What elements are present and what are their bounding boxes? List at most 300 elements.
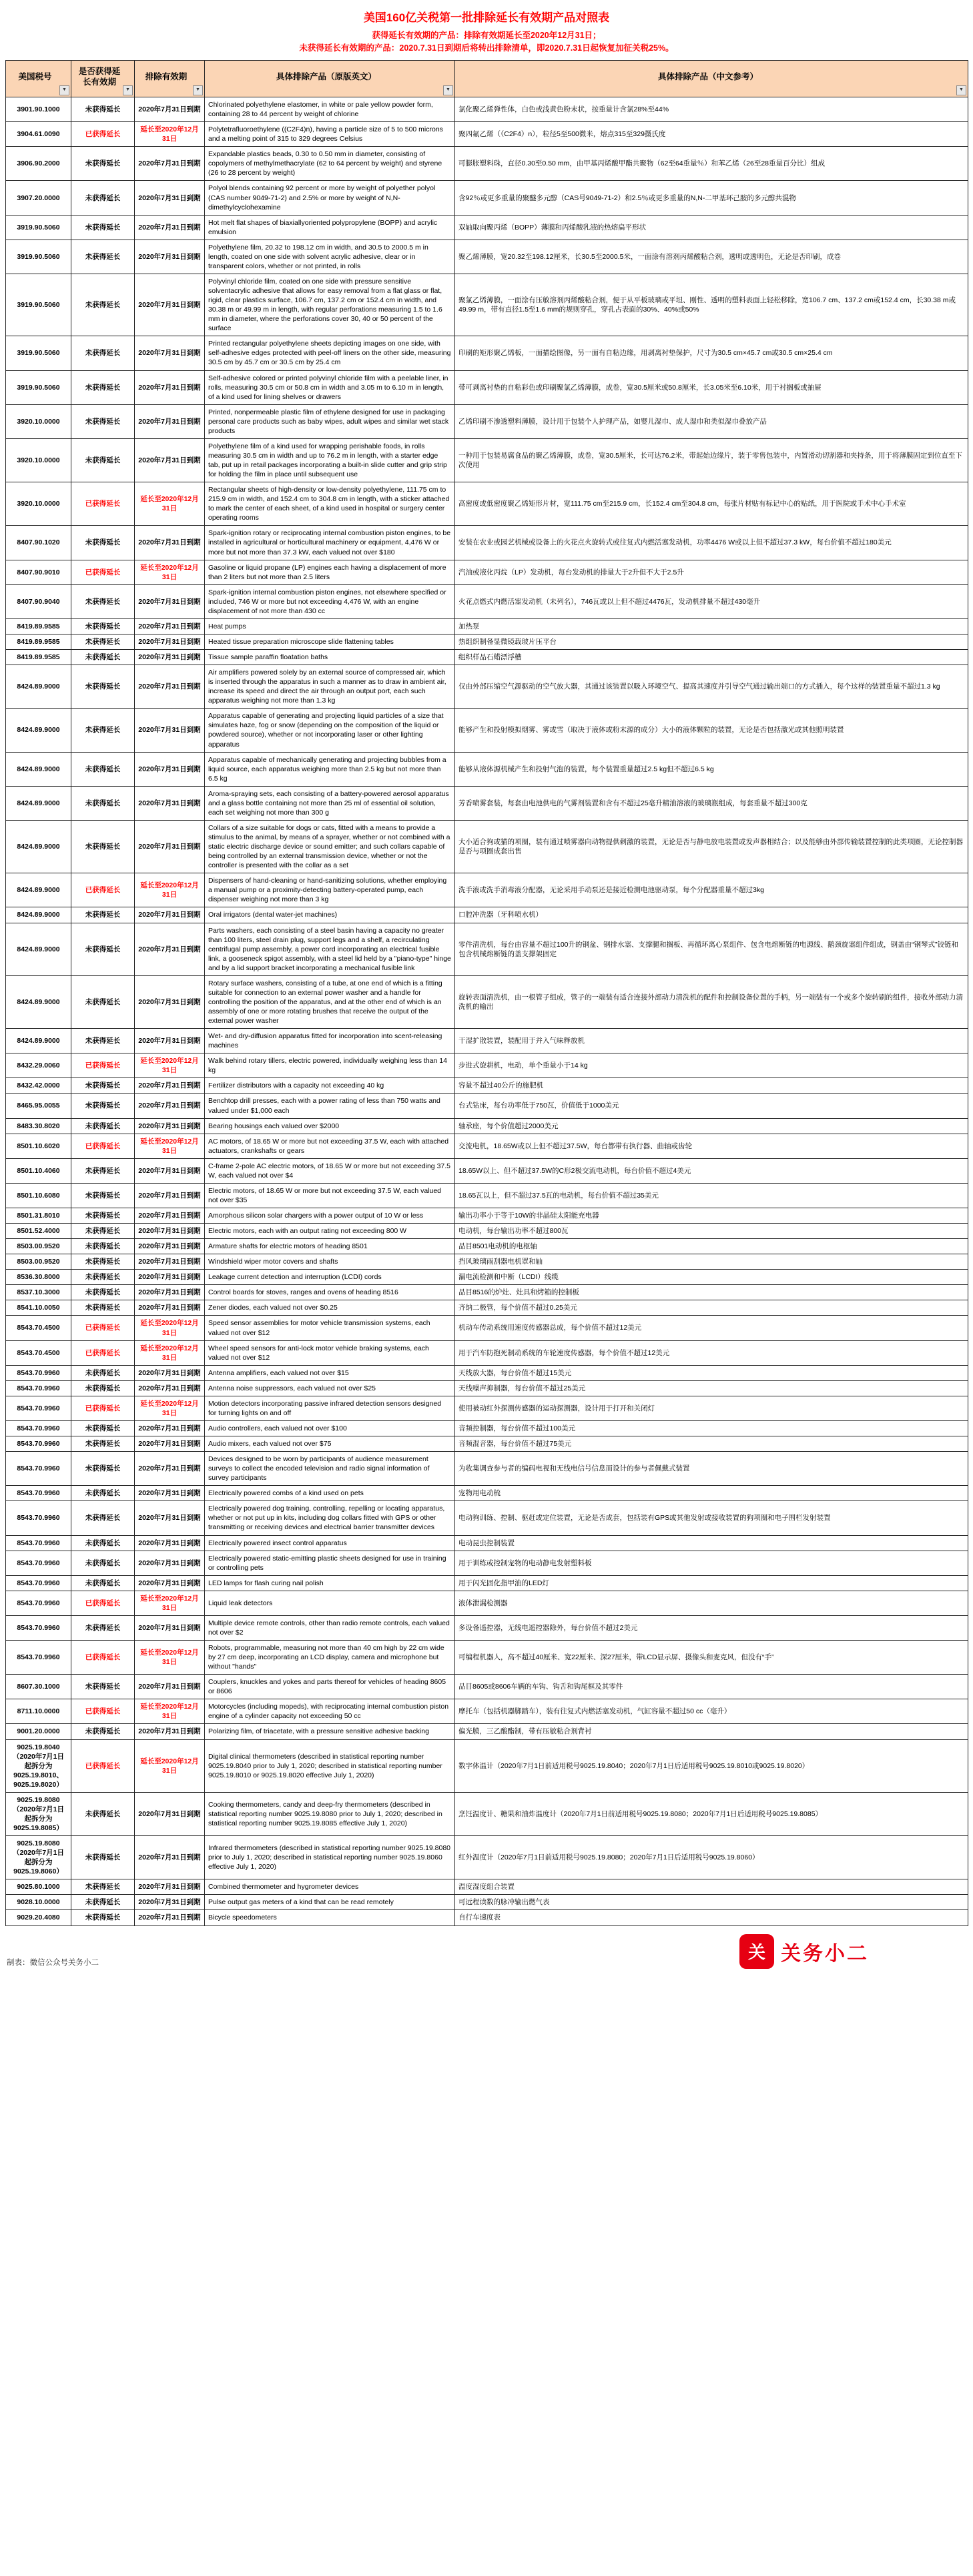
validity-cell: 2020年7月31日到期 [135, 1436, 205, 1452]
table-row [6, 1420, 968, 1436]
product-description-zh-cell: 聚氯乙烯薄膜，一面涂有压敏溶剂丙烯酸粘合剂，便于从平板玻璃或平坦、刚性、透明的塑料表面上轻松移除，宽106.7 cm、137.2 cm或152.4 cm，长30.38 m或49.99 m，带有直径1.5至1.6 mm的规则穿孔，穿孔占表面的30%、40%或50% [455, 274, 968, 336]
validity-cell: 2020年7月31日到期 [135, 618, 205, 634]
tariff-code-cell: 3920.10.0000 [6, 404, 71, 438]
tariff-code-cell: 3901.90.1000 [6, 97, 71, 122]
product-description-zh-cell: 火花点燃式内燃活塞发动机（未列名），746瓦或以上但不超过4476瓦，发动机排量不超过430毫升 [455, 584, 968, 618]
validity-cell: 2020年7月31日到期 [135, 1910, 205, 1925]
tariff-code-cell: 8543.70.9960 [6, 1396, 71, 1420]
extension-status-cell: 未获得延长 [71, 404, 135, 438]
product-description-zh-cell: 热组织制备显微镜载玻片压平台 [455, 634, 968, 649]
product-description-en-cell: Liquid leak detectors [205, 1591, 455, 1615]
product-description-en-cell: Motorcycles (including mopeds), with reciprocating internal combustion piston engine of a cylinder capacity not exceeding 50 cc [205, 1699, 455, 1724]
header-row [6, 60, 968, 97]
validity-cell: 2020年7月31日到期 [135, 274, 205, 336]
extension-status-cell: 已获得延长 [71, 1053, 135, 1078]
validity-cell: 2020年7月31日到期 [135, 665, 205, 709]
product-description-en-cell: Electric motors, of 18.65 W or more but not exceeding 37.5 W, each valued not over $35 [205, 1183, 455, 1208]
product-description-en-cell: Electrically powered combs of a kind used on pets [205, 1486, 455, 1501]
product-description-zh-cell: 双轴取向聚丙烯（BOPP）薄膜和丙烯酸乳液的热熔扁平形状 [455, 215, 968, 240]
extension-status-cell: 未获得延长 [71, 526, 135, 560]
validity-cell: 延长至2020年12月31日 [135, 873, 205, 907]
validity-cell: 2020年7月31日到期 [135, 1501, 205, 1535]
product-description-en-cell: Polyethylene film, 20.32 to 198.12 cm in width, and 30.5 to 2000.5 m in length, coated on one side with solvent acrylic adhesive, clear or in transparent colors, whether or not printed, in rolls [205, 240, 455, 274]
validity-cell: 延长至2020年12月31日 [135, 1396, 205, 1420]
product-description-en-cell: Heat pumps [205, 618, 455, 634]
tariff-code-cell: 8543.70.9960 [6, 1575, 71, 1591]
product-description-en-cell: Aroma-spraying sets, each consisting of a battery-powered aerosol apparatus and a glass bottle containing not more than 25 ml of essential oil solution, each set weighing not more than 300 g [205, 786, 455, 820]
product-description-en-cell: Chlorinated polyethylene elastomer, in white or pale yellow powder form, containing 28 to 44 percent by weight of chlorine [205, 97, 455, 122]
validity-cell: 2020年7月31日到期 [135, 1895, 205, 1910]
validity-cell: 延长至2020年12月31日 [135, 1641, 205, 1675]
table-row [6, 709, 968, 752]
extension-status-cell: 已获得延长 [71, 1699, 135, 1724]
product-description-en-cell: Robots, programmable, measuring not more than 40 cm high by 22 cm wide by 27 cm deep, incorporating an LCD display, camera and microphone but without "hands" [205, 1641, 455, 1675]
extension-status-cell: 已获得延长 [71, 1641, 135, 1675]
tariff-code-cell: 8541.10.0050 [6, 1300, 71, 1316]
validity-cell: 2020年7月31日到期 [135, 1724, 205, 1739]
logo-glyph: 关 [747, 1942, 765, 1962]
extension-status-cell: 未获得延长 [71, 1420, 135, 1436]
product-description-en-cell: Pulse output gas meters of a kind that can be read remotely [205, 1895, 455, 1910]
tariff-code-cell: 8543.70.4500 [6, 1340, 71, 1365]
tariff-code-cell: 8543.70.9960 [6, 1420, 71, 1436]
extension-status-cell: 未获得延长 [71, 1300, 135, 1316]
extension-status-cell: 未获得延长 [71, 650, 135, 665]
extension-status-cell: 未获得延长 [71, 618, 135, 634]
validity-cell: 延长至2020年12月31日 [135, 1699, 205, 1724]
note-extended: 获得延长有效期的产品：排除有效期延长至2020年12月31日； [372, 31, 601, 40]
extension-status-cell: 未获得延长 [71, 1910, 135, 1925]
product-description-zh-cell: 芳香喷雾套装，每套由电池供电的气雾剂装置和含有不超过25毫升精油溶液的玻璃瓶组成，每套重量不超过300克 [455, 786, 968, 820]
exclusion-table [5, 60, 968, 1926]
table-row [6, 370, 968, 404]
table-row [6, 1254, 968, 1270]
table-row [6, 1452, 968, 1486]
extension-status-cell: 未获得延长 [71, 1486, 135, 1501]
extension-status-cell: 未获得延长 [71, 1094, 135, 1118]
table-row [6, 122, 968, 147]
tariff-code-cell: 8465.95.0055 [6, 1094, 71, 1118]
table-row [6, 1535, 968, 1551]
product-description-zh-cell: 宠物用电动梳 [455, 1486, 968, 1501]
tariff-code-cell: 8407.90.1020 [6, 526, 71, 560]
table-row [6, 1575, 968, 1591]
product-description-zh-cell: 用于训练或控制宠物的电动静电发射塑料板 [455, 1551, 968, 1575]
extension-status-cell: 未获得延长 [71, 1029, 135, 1053]
extension-status-cell: 未获得延长 [71, 181, 135, 215]
table-row [6, 923, 968, 975]
product-description-en-cell: Electrically powered static-emitting plastic sheets designed for use in training or controlling pets [205, 1551, 455, 1575]
table-row [6, 1641, 968, 1675]
product-description-en-cell: Benchtop drill presses, each with a power rating of less than 750 watts and valued under $1,000 each [205, 1094, 455, 1118]
extension-status-cell: 未获得延长 [71, 1158, 135, 1183]
product-description-zh-cell: 交流电机，18.65W或以上但不超过37.5W，每台都带有执行器、曲轴或齿轮 [455, 1134, 968, 1158]
table-row [6, 1340, 968, 1365]
product-description-en-cell: Armature shafts for electric motors of heading 8501 [205, 1239, 455, 1254]
product-description-zh-cell: 零件清洗机，每台由容量不超过100升的钢盆、钢排水塞、支撑腿和搁板、再循环离心泵组件、包含电熔断链的电源线、鹅颈旋塞组件组成，钢盖由“钢琴式”铰链和包含机械熔断链的盖支撑架固定 [455, 923, 968, 975]
filter-dropdown-icon[interactable]: ▼ [59, 85, 69, 95]
product-description-en-cell: Polyol blends containing 92 percent or more by weight of polyether polyol (CAS number 9049-71-2) and 2.5% or more by weight of N,N-dimethylcyclohexamine [205, 181, 455, 215]
product-description-en-cell: Bicycle speedometers [205, 1910, 455, 1925]
extension-status-cell: 未获得延长 [71, 1380, 135, 1396]
extension-status-cell: 未获得延长 [71, 1270, 135, 1285]
table-row [6, 97, 968, 122]
validity-cell: 2020年7月31日到期 [135, 181, 205, 215]
validity-cell: 2020年7月31日到期 [135, 1094, 205, 1118]
product-description-zh-cell: 加热泵 [455, 618, 968, 634]
tariff-code-cell: 8424.89.9000 [6, 820, 71, 873]
extension-status-cell: 未获得延长 [71, 1452, 135, 1486]
product-description-en-cell: Electrically powered insect control apparatus [205, 1535, 455, 1551]
product-description-en-cell: Devices designed to be worn by participants of audience measurement surveys to collect the encoded television and radio signal information of survey participants [205, 1452, 455, 1486]
product-description-zh-cell: 一种用于包装易腐食品的聚乙烯薄膜，成卷，宽30.5厘米，长可达76.2米，带起始边缘片，装于零售包装中，内置滑动切割器和夹持条，用于将薄膜固定到位直至下次使用 [455, 438, 968, 482]
tariff-code-cell: 8543.70.9960 [6, 1591, 71, 1615]
extension-status-cell: 未获得延长 [71, 274, 135, 336]
table-row [6, 907, 968, 923]
tariff-code-cell: 8607.30.1000 [6, 1675, 71, 1699]
product-description-zh-cell: 音频混音器，每台价值不超过75美元 [455, 1436, 968, 1452]
product-description-zh-cell: 摩托车（包括机器脚踏车），装有往复式内燃活塞发动机，气缸容量不超过50 cc（毫升） [455, 1699, 968, 1724]
validity-cell: 延长至2020年12月31日 [135, 122, 205, 147]
tariff-code-cell: 8543.70.9960 [6, 1641, 71, 1675]
table-row [6, 1029, 968, 1053]
tariff-code-cell: 8501.10.6080 [6, 1183, 71, 1208]
product-description-en-cell: Walk behind rotary tillers, electric powered, individually weighing less than 14 kg [205, 1053, 455, 1078]
validity-cell: 2020年7月31日到期 [135, 1879, 205, 1895]
extension-status-cell: 未获得延长 [71, 1118, 135, 1134]
validity-cell: 2020年7月31日到期 [135, 370, 205, 404]
column-header-label: 是否获得延长有效期 [78, 66, 121, 87]
product-description-en-cell: Speed sensor assemblies for motor vehicle transmission systems, each valued not over $12 [205, 1316, 455, 1340]
validity-cell: 2020年7月31日到期 [135, 584, 205, 618]
extension-status-cell: 未获得延长 [71, 1836, 135, 1879]
product-description-zh-cell: 品目8516的炉灶、灶具和烤箱的控制板 [455, 1285, 968, 1300]
product-description-zh-cell: 能够从液体源机械产生和投射气泡的装置，每个装置重量超过2.5 kg但不超过6.5 kg [455, 752, 968, 786]
validity-cell: 2020年7月31日到期 [135, 1365, 205, 1380]
table-row [6, 820, 968, 873]
tariff-code-cell: 8543.70.9960 [6, 1486, 71, 1501]
filter-dropdown-icon[interactable]: ▼ [193, 85, 203, 95]
note-not-extended: 未获得延长有效期的产品：2020.7.31日到期后将转出排除清单，即2020.7.31日起恢复加征关税25%。 [299, 43, 674, 53]
tariff-code-cell: 9025.19.8080（2020年7月1日起拆分为9025.19.8085） [6, 1792, 71, 1835]
table-row [6, 873, 968, 907]
tariff-code-cell: 3919.90.5060 [6, 370, 71, 404]
validity-cell: 2020年7月31日到期 [135, 786, 205, 820]
table-row [6, 1118, 968, 1134]
tariff-code-cell: 8424.89.9000 [6, 923, 71, 975]
extension-status-cell: 未获得延长 [71, 1224, 135, 1239]
extension-status-cell: 已获得延长 [71, 1739, 135, 1792]
logo-text: 关务小二 [781, 1942, 869, 1965]
table-row [6, 752, 968, 786]
validity-cell: 2020年7月31日到期 [135, 1254, 205, 1270]
validity-cell: 2020年7月31日到期 [135, 1551, 205, 1575]
product-description-zh-cell: 口腔冲洗器（牙科喷水机） [455, 907, 968, 923]
table-row [6, 1591, 968, 1615]
product-description-zh-cell: 台式钻床，每台功率低于750瓦，价值低于1000美元 [455, 1094, 968, 1118]
validity-cell: 2020年7月31日到期 [135, 1183, 205, 1208]
product-description-en-cell: Rotary surface washers, consisting of a tube, at one end of which is a fitting suitable for connection to an external power washer and a handle for controlling the position of the apparatus, and at the other end of which is an assembly of one or more rotating brushes that receive the output of the external power washer [205, 975, 455, 1028]
table-row [6, 1094, 968, 1118]
validity-cell: 2020年7月31日到期 [135, 438, 205, 482]
product-description-en-cell: Polytetrafluoroethylene ((C2F4)n), having a particle size of 5 to 500 microns and a melting point of 315 to 329 degrees Celsius [205, 122, 455, 147]
filter-dropdown-icon[interactable]: ▼ [956, 85, 966, 95]
extension-status-cell: 未获得延长 [71, 634, 135, 649]
tariff-code-cell: 8503.00.9520 [6, 1239, 71, 1254]
product-description-en-cell: Cooking thermometers, candy and deep-fry thermometers (described in statistical reporting number 9025.19.8080 prior to July 1, 2020; described in statistical reporting number 9025.19.8085 effective July 1, 2020) [205, 1792, 455, 1835]
table-row [6, 1183, 968, 1208]
extension-status-cell: 已获得延长 [71, 1591, 135, 1615]
table-row [6, 1158, 968, 1183]
tariff-code-cell: 9028.10.0000 [6, 1895, 71, 1910]
product-description-zh-cell: 聚四氟乙烯（（C2F4）n），粒径5至500微米，熔点315至329摄氏度 [455, 122, 968, 147]
tariff-code-cell: 8424.89.9000 [6, 709, 71, 752]
product-description-en-cell: Digital clinical thermometers (described in statistical reporting number 9025.19.8040 prior to July 1, 2020; described in statistical reporting number 9025.19.8010 or 9025.19.8020 effective July 1, 2020) [205, 1739, 455, 1792]
table-row [6, 1436, 968, 1452]
table-row [6, 1053, 968, 1078]
validity-cell: 2020年7月31日到期 [135, 1836, 205, 1879]
table-row [6, 1078, 968, 1094]
column-header [6, 60, 71, 97]
extension-status-cell: 未获得延长 [71, 1879, 135, 1895]
product-description-zh-cell: 用于汽车防抱死制动系统的车轮速度传感器，每个价值不超过12美元 [455, 1340, 968, 1365]
tariff-code-cell: 9001.20.0000 [6, 1724, 71, 1739]
product-description-zh-cell: 乙烯印刷不渗透塑料薄膜，设计用于包装个人护理产品，如婴儿湿巾、成人湿巾和类似湿巾叠放产品 [455, 404, 968, 438]
tariff-code-cell: 8543.70.9960 [6, 1535, 71, 1551]
validity-cell: 2020年7月31日到期 [135, 1208, 205, 1224]
extension-status-cell: 已获得延长 [71, 560, 135, 584]
product-description-en-cell: Heated tissue preparation microscope slide flattening tables [205, 634, 455, 649]
tariff-code-cell: 8424.89.9000 [6, 907, 71, 923]
product-description-en-cell: Oral irrigators (dental water-jet machines) [205, 907, 455, 923]
product-description-en-cell: Air amplifiers powered solely by an external source of compressed air, which is inserted through the apparatus in such a manner as to draw in ambient air, increase its speed and direct the air through an output port, each such apparatus weighing not more than 1.3 kg [205, 665, 455, 709]
table-row [6, 526, 968, 560]
tariff-code-cell: 8407.90.9040 [6, 584, 71, 618]
product-description-en-cell: Control boards for stoves, ranges and ovens of heading 8516 [205, 1285, 455, 1300]
tariff-code-cell: 8432.42.0000 [6, 1078, 71, 1094]
product-description-en-cell: Audio controllers, each valued not over $100 [205, 1420, 455, 1436]
table-row [6, 1615, 968, 1640]
table-row [6, 215, 968, 240]
product-description-zh-cell: 组织样品石蜡漂浮槽 [455, 650, 968, 665]
product-description-zh-cell: 聚乙烯薄膜，宽20.32至198.12厘米，长30.5至2000.5米，一面涂有溶剂丙烯酸粘合剂，透明或透明色，无论是否印刷，成卷 [455, 240, 968, 274]
extension-status-cell: 未获得延长 [71, 215, 135, 240]
table-row [6, 274, 968, 336]
table-row [6, 786, 968, 820]
product-description-en-cell: Motion detectors incorporating passive infrared detection sensors designed for turning lights on and off [205, 1396, 455, 1420]
extension-status-cell: 未获得延长 [71, 709, 135, 752]
product-description-zh-cell: 用于闪光固化指甲油的LED灯 [455, 1575, 968, 1591]
validity-cell: 2020年7月31日到期 [135, 1029, 205, 1053]
tariff-code-cell: 3919.90.5060 [6, 215, 71, 240]
validity-cell: 2020年7月31日到期 [135, 1380, 205, 1396]
validity-cell: 2020年7月31日到期 [135, 97, 205, 122]
tariff-code-cell: 8424.89.9000 [6, 665, 71, 709]
tariff-code-cell: 8537.10.3000 [6, 1285, 71, 1300]
product-description-zh-cell: 红外温度计（2020年7月1日前适用税号9025.19.8080；2020年7月1日后适用税号9025.19.8060） [455, 1836, 968, 1879]
product-description-en-cell: Wheel speed sensors for anti-lock motor vehicle braking systems, each valued not over $12 [205, 1340, 455, 1365]
tariff-code-cell: 8419.89.9585 [6, 634, 71, 649]
product-description-zh-cell: 电动昆虫控制装置 [455, 1535, 968, 1551]
validity-cell: 延长至2020年12月31日 [135, 1591, 205, 1615]
product-description-zh-cell: 偏光膜，三乙酸酯制，带有压敏粘合剂背衬 [455, 1724, 968, 1739]
product-description-en-cell: Windshield wiper motor covers and shafts [205, 1254, 455, 1270]
extension-status-cell: 未获得延长 [71, 336, 135, 370]
column-header-label: 具体排除产品（原版英文） [276, 71, 376, 81]
product-description-zh-cell: 电动狗训练、控制、驱赶或定位装置，无论是否成套，包括装有GPS或其他发射或接收装置的狗项圈和电子围栏发射装置 [455, 1501, 968, 1535]
table-row [6, 1380, 968, 1396]
product-description-zh-cell: 漏电流检测和中断（LCDI）线缆 [455, 1270, 968, 1285]
validity-cell: 延长至2020年12月31日 [135, 1134, 205, 1158]
product-description-en-cell: Combined thermometer and hygrometer devices [205, 1879, 455, 1895]
product-description-zh-cell: 大小适合狗或猫的项圈，装有通过喷雾器向动物提供刺激的装置，无论是否与静电放电装置或发声器相结合；以及能够由外部传输装置控制的此类项圈，无论控制器是否与项圈成套出售 [455, 820, 968, 873]
product-description-zh-cell: 氯化聚乙烯弹性体，白色或浅黄色粉末状，按重量计含氯28%至44% [455, 97, 968, 122]
extension-status-cell: 未获得延长 [71, 1895, 135, 1910]
product-description-en-cell: Hot melt flat shapes of biaxiallyoriented polypropylene (BOPP) and acrylic emulsion [205, 215, 455, 240]
extension-status-cell: 已获得延长 [71, 1134, 135, 1158]
extension-status-cell: 未获得延长 [71, 1575, 135, 1591]
product-description-en-cell: Polyvinyl chloride film, coated on one side with pressure sensitive solventacrylic adhesive that allows for easy removal from a flat glass or flat, rigid, clear plastics surface, 106.7 cm, 137.2 cm or 152.4 cm in width, and 30.38 m or 49.99 m in length, with regular perforations measuring 1.5 to 1.6 mm in diameter, where the perforations cover 30, 40 or 50 percent of the surface [205, 274, 455, 336]
filter-dropdown-icon[interactable]: ▼ [123, 85, 133, 95]
table-row [6, 1792, 968, 1835]
table-row [6, 1224, 968, 1239]
validity-cell: 2020年7月31日到期 [135, 147, 205, 181]
tariff-code-cell: 8432.29.0060 [6, 1053, 71, 1078]
table-row [6, 1365, 968, 1380]
validity-cell: 延长至2020年12月31日 [135, 1053, 205, 1078]
tariff-code-cell: 8543.70.9960 [6, 1501, 71, 1535]
column-header-label: 美国税号 [18, 71, 52, 81]
table-row [6, 1208, 968, 1224]
table-row [6, 665, 968, 709]
extension-status-cell: 未获得延长 [71, 820, 135, 873]
product-description-zh-cell: 液体泄漏检测器 [455, 1591, 968, 1615]
product-description-en-cell: Leakage current detection and interruption (LCDI) cords [205, 1270, 455, 1285]
product-description-en-cell: Tissue sample paraffin floatation baths [205, 650, 455, 665]
product-description-en-cell: Printed, nonpermeable plastic film of ethylene designed for use in packaging personal care products such as baby wipes, adult wipes and similar wet stack products [205, 404, 455, 438]
extension-status-cell: 已获得延长 [71, 122, 135, 147]
tariff-code-cell: 3906.90.2000 [6, 147, 71, 181]
extension-status-cell: 未获得延长 [71, 1254, 135, 1270]
table-row [6, 482, 968, 526]
table-row [6, 634, 968, 649]
product-description-en-cell: Collars of a size suitable for dogs or cats, fitted with a means to provide a stimulus to the animal, by means of a sprayer, whether or not combined with a static electric discharge device or sound emitter; and such collars capable of being controlled by an external transmission device, whether or not the controller is presented with the collar as a set [205, 820, 455, 873]
tariff-code-cell: 8424.89.9000 [6, 752, 71, 786]
product-description-zh-cell: 烹饪温度计、糖果和油炸温度计（2020年7月1日前适用税号9025.19.8080；2020年7月1日后适用税号9025.19.8085） [455, 1792, 968, 1835]
product-description-zh-cell: 18.65W以上、但不超过37.5W的C形2极交流电动机，每台价值不超过4美元 [455, 1158, 968, 1183]
product-description-zh-cell: 印刷的矩形聚乙烯板，一面描绘图像，另一面有自粘边缘，用剥离衬垫保护，尺寸为30.5 cm×45.7 cm或30.5 cm×25.4 cm [455, 336, 968, 370]
validity-cell: 2020年7月31日到期 [135, 907, 205, 923]
table-row [6, 618, 968, 634]
exclusion-table-body [6, 97, 968, 1926]
product-description-en-cell: Rectangular sheets of high-density or low-density polyethylene, 111.75 cm to 215.9 cm in width, and 152.4 cm to 304.8 cm in length, with a sticker attached to mark the center of each sheet, of a kind used in hospital or surgery center operating rooms [205, 482, 455, 526]
product-description-zh-cell: 齐纳二极管，每个价值不超过0.25美元 [455, 1300, 968, 1316]
product-description-zh-cell: 洗手液或洗手消毒液分配器，无论采用手动泵还是接近检测电池驱动泵，每个分配器重量不超过3kg [455, 873, 968, 907]
table-row [6, 438, 968, 482]
footer-note: 制表：微信公众号关务小二 [7, 1958, 99, 1967]
product-description-zh-cell: 天线噪声抑制器，每台价值不超过25美元 [455, 1380, 968, 1396]
product-description-zh-cell: 含92％或更多重量的聚醚多元醇（CAS号9049-71-2）和2.5％或更多重量的N,N-二甲基环己胺的多元醇共混物 [455, 181, 968, 215]
validity-cell: 延长至2020年12月31日 [135, 1316, 205, 1340]
product-description-zh-cell: 干湿扩散装置，装配用于并入气味释放机 [455, 1029, 968, 1053]
table-row [6, 1836, 968, 1879]
product-description-en-cell: Apparatus capable of mechanically generating and projecting bubbles from a liquid source, each apparatus weighing more than 2.5 kg but not more than 6.5 kg [205, 752, 455, 786]
product-description-zh-cell: 旋转表面清洗机，由一根管子组成，管子的一端装有适合连接外部动力清洗机的配件和控制设备位置的手柄，另一端装有一个或多个旋转刷的组件，接收外部动力清洗机的输出 [455, 975, 968, 1028]
tariff-code-cell: 8543.70.9960 [6, 1615, 71, 1640]
table-row [6, 1501, 968, 1535]
extension-status-cell: 未获得延长 [71, 907, 135, 923]
product-description-en-cell: Printed rectangular polyethylene sheets depicting images on one side, with self-adhesive edges protected with peel-off liners on the other side, measuring 30.5 cm by 45.7 cm or 30.5 cm by 25.4 cm [205, 336, 455, 370]
validity-cell: 2020年7月31日到期 [135, 975, 205, 1028]
table-row [6, 240, 968, 274]
tariff-code-cell: 3919.90.5060 [6, 336, 71, 370]
validity-cell: 2020年7月31日到期 [135, 240, 205, 274]
table-row [6, 1285, 968, 1300]
validity-cell: 2020年7月31日到期 [135, 1270, 205, 1285]
product-description-en-cell: Gasoline or liquid propane (LP) engines each having a displacement of more than 2 liters but not more than 2.5 liters [205, 560, 455, 584]
product-description-zh-cell: 天线放大器，每台价值不超过15美元 [455, 1365, 968, 1380]
validity-cell: 2020年7月31日到期 [135, 923, 205, 975]
validity-cell: 2020年7月31日到期 [135, 1118, 205, 1134]
table-row [6, 1675, 968, 1699]
product-description-zh-cell: 可膨胀塑料珠，直径0.30至0.50 mm，由甲基丙烯酸甲酯共聚物（62至64重量％）和苯乙烯（26至28重量百分比）组成 [455, 147, 968, 181]
validity-cell: 延长至2020年12月31日 [135, 1739, 205, 1792]
table-row [6, 1316, 968, 1340]
filter-dropdown-icon[interactable]: ▼ [443, 85, 453, 95]
extension-status-cell: 未获得延长 [71, 1285, 135, 1300]
validity-cell: 2020年7月31日到期 [135, 634, 205, 649]
table-row [6, 336, 968, 370]
extension-status-cell: 未获得延长 [71, 97, 135, 122]
product-description-zh-cell: 使用被动红外探测传感器的运动探测器，设计用于打开和关闭灯 [455, 1396, 968, 1420]
product-description-zh-cell: 可编程机器人，高不超过40厘米、宽22厘米、深27厘米，带LCD显示屏、摄像头和麦克风，但没有“手” [455, 1641, 968, 1675]
table-row [6, 1551, 968, 1575]
column-header [71, 60, 135, 97]
tariff-code-cell: 8483.30.8020 [6, 1118, 71, 1134]
extension-status-cell: 未获得延长 [71, 1436, 135, 1452]
product-description-en-cell: Expandable plastics beads, 0.30 to 0.50 mm in diameter, consisting of copolymers of methylmethacrylate (62 to 64 percent by weight) and styrene (26 to 28 percent by weight) [205, 147, 455, 181]
tariff-code-cell: 8424.89.9000 [6, 1029, 71, 1053]
tariff-code-cell: 8711.10.0000 [6, 1699, 71, 1724]
table-row [6, 560, 968, 584]
extension-status-cell: 未获得延长 [71, 1551, 135, 1575]
extension-status-cell: 未获得延长 [71, 1792, 135, 1835]
tariff-code-cell: 8543.70.4500 [6, 1316, 71, 1340]
product-description-zh-cell: 可远程读数的脉冲输出燃气表 [455, 1895, 968, 1910]
extension-status-cell: 未获得延长 [71, 665, 135, 709]
extension-status-cell: 未获得延长 [71, 1724, 135, 1739]
product-description-zh-cell: 品目8501电动机的电枢轴 [455, 1239, 968, 1254]
extension-status-cell: 未获得延长 [71, 438, 135, 482]
table-row [6, 181, 968, 215]
extension-status-cell: 已获得延长 [71, 1396, 135, 1420]
extension-status-cell: 未获得延长 [71, 584, 135, 618]
extension-status-cell: 未获得延长 [71, 752, 135, 786]
tariff-code-cell: 8543.70.9960 [6, 1380, 71, 1396]
extension-status-cell: 未获得延长 [71, 240, 135, 274]
extension-status-cell: 未获得延长 [71, 1239, 135, 1254]
product-description-zh-cell: 品目8605或8606车辆的车钩、钩舌和钩尾框及其零件 [455, 1675, 968, 1699]
validity-cell: 2020年7月31日到期 [135, 1535, 205, 1551]
product-description-en-cell: Self-adhesive colored or printed polyvinyl chloride film with a peelable liner, in rolls, measuring 30.5 cm or 50.8 cm in width and 3.05 m to 6.10 m in length, of a kind used for lining shelves or drawers [205, 370, 455, 404]
product-description-zh-cell: 数字体温计（2020年7月1日前适用税号9025.19.8040；2020年7月1日后适用税号9025.19.8010或9025.19.8020） [455, 1739, 968, 1792]
validity-cell: 2020年7月31日到期 [135, 1300, 205, 1316]
validity-cell: 2020年7月31日到期 [135, 1078, 205, 1094]
table-row [6, 1699, 968, 1724]
product-description-zh-cell: 音频控制器，每台价值不超过100美元 [455, 1420, 968, 1436]
product-description-zh-cell: 为收集调查参与者的编码电视和无线电信号信息而设计的参与者佩戴式装置 [455, 1452, 968, 1486]
validity-cell: 2020年7月31日到期 [135, 1420, 205, 1436]
